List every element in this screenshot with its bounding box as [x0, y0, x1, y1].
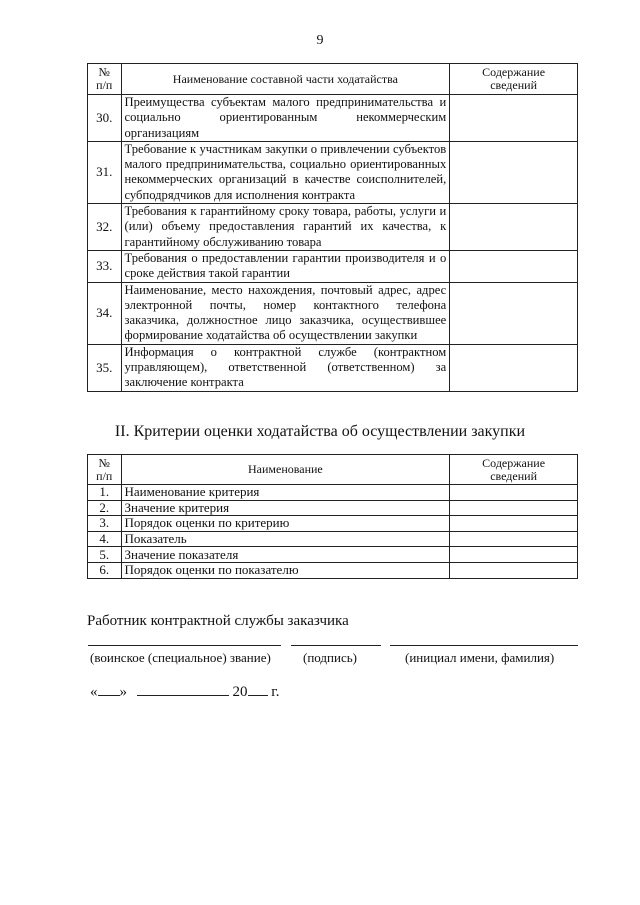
header-name: Наименование составной части ходатайства: [121, 64, 450, 95]
table-row: [88, 204, 578, 251]
year-prefix: 20: [232, 684, 248, 700]
row-content-cell: [450, 250, 578, 282]
table-row: [88, 141, 578, 203]
row-number: 1.: [88, 485, 122, 501]
row-content-cell: [450, 485, 578, 501]
header-content: Содержание сведений: [450, 64, 578, 95]
row-content-cell: [450, 282, 578, 344]
table-row: [88, 344, 578, 391]
row-text: Информация о контрактной службе (контрактном управляющем), ответственной (ответственном) за заключение контракта: [121, 344, 450, 391]
rank-line: [88, 645, 281, 646]
signature-caption: (подпись): [303, 650, 357, 665]
row-text: Требование к участникам закупки о привлечении субъектов малого предпринимательства, социально ориентированных некоммерческих организаций в качестве соисполнителей, субподрядчиков для исполнения контракта: [121, 141, 450, 203]
row-number: 3.: [88, 516, 122, 532]
row-text: Значение показателя: [121, 547, 450, 563]
date-open-quote: «: [90, 684, 98, 700]
header-number: № п/п: [88, 64, 122, 95]
row-number: 33.: [88, 250, 122, 282]
row-text: Преимущества субъектам малого предпринимательства и социально ориентированным некоммерческим организациям: [121, 95, 450, 142]
table-row: [88, 95, 578, 142]
date-line: [90, 683, 279, 701]
row-content-cell: [450, 344, 578, 391]
table-row: [88, 485, 578, 501]
row-number: 31.: [88, 141, 122, 203]
row-number: 35.: [88, 344, 122, 391]
year-suffix: г.: [271, 684, 280, 700]
row-text: Наименование, место нахождения, почтовый адрес, адрес электронной почты, номер контактного телефона заказчика, должностное лицо заказчика, осуществившее формирование ходатайства об осуществлении закупки: [121, 282, 450, 344]
row-text: Наименование критерия: [121, 485, 450, 501]
row-number: 5.: [88, 547, 122, 563]
row-text: Показатель: [121, 531, 450, 547]
row-number: 32.: [88, 204, 122, 251]
header-name: Наименование: [121, 455, 450, 485]
row-number: 4.: [88, 531, 122, 547]
row-content-cell: [450, 500, 578, 516]
row-text: Требования к гарантийному сроку товара, работы, услуги и (или) объему предоставления гарантий их качества, к гарантийному обслуживанию товара: [121, 204, 450, 251]
section-heading: II. Критерии оценки ходатайства об осуществлении закупки: [114, 423, 526, 440]
row-text: Требования о предоставлении гарантии производителя и о сроке действия такой гарантии: [121, 250, 450, 282]
page-number: 9: [316, 33, 324, 48]
row-text: Порядок оценки по показателю: [121, 562, 450, 578]
signature-title: Работник контрактной службы заказчика: [87, 613, 349, 629]
row-number: 6.: [88, 562, 122, 578]
rank-caption: (воинское (специальное) звание): [90, 650, 271, 665]
application-parts-table: [87, 63, 578, 392]
table-header-row: [88, 64, 578, 95]
row-text: Порядок оценки по критерию: [121, 516, 450, 532]
row-content-cell: [450, 531, 578, 547]
table-header-row: [88, 455, 578, 485]
table-row: [88, 531, 578, 547]
signature-line: [291, 645, 381, 646]
row-content-cell: [450, 95, 578, 142]
row-content-cell: [450, 204, 578, 251]
table-row: [88, 282, 578, 344]
name-caption: (инициал имени, фамилия): [405, 650, 555, 665]
table-row: [88, 250, 578, 282]
row-content-cell: [450, 562, 578, 578]
row-text: Значение критерия: [121, 500, 450, 516]
row-content-cell: [450, 547, 578, 563]
criteria-table: [87, 454, 578, 579]
table-row: [88, 562, 578, 578]
table-row: [88, 547, 578, 563]
row-content-cell: [450, 141, 578, 203]
header-number: № п/п: [88, 455, 122, 485]
row-number: 30.: [88, 95, 122, 142]
date-close-quote: »: [119, 684, 127, 700]
day-blank: [98, 683, 120, 696]
row-number: 2.: [88, 500, 122, 516]
table-row: [88, 516, 578, 532]
table-row: [88, 500, 578, 516]
name-line: [390, 645, 578, 646]
header-content: Содержание сведений: [450, 455, 578, 485]
year-blank: [248, 683, 268, 696]
month-blank: [137, 683, 229, 696]
row-number: 34.: [88, 282, 122, 344]
row-content-cell: [450, 516, 578, 532]
